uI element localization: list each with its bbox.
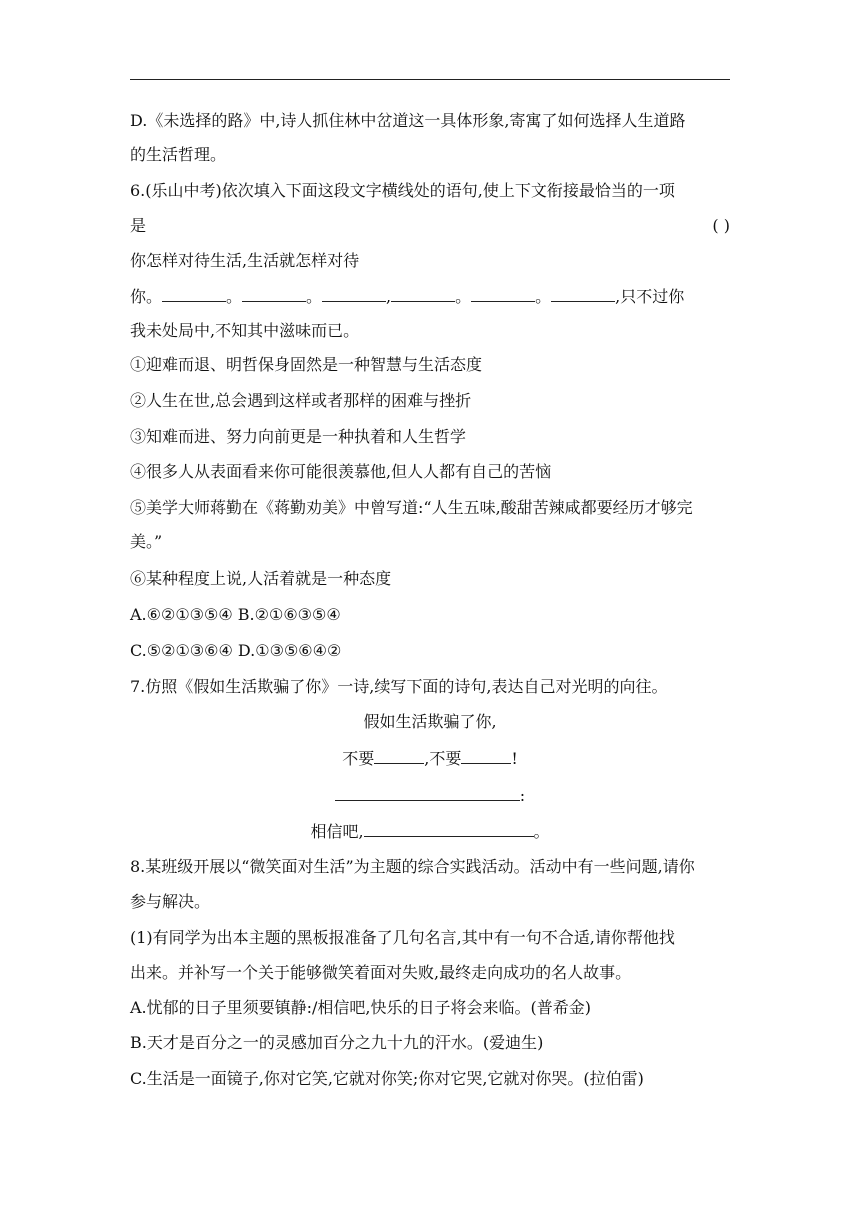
passage-sep-2: 。: [306, 287, 323, 306]
poem-line-1: 假如生活欺骗了你,: [363, 712, 497, 731]
passage-sep-1: 。: [226, 287, 243, 306]
poem-line-2: [130, 748, 730, 769]
passage-sep-5: 。: [535, 287, 552, 306]
fill-blank-6[interactable]: [551, 286, 615, 302]
poem-line-4-b: 。: [533, 822, 550, 841]
sentence-5: ⑤美学大师蒋勤在《蒋勤劝美》中曾写道:“人生五味,酸甜苦辣咸都要经历才够完: [130, 498, 693, 517]
sentence-5-cont: 美。”: [130, 532, 163, 551]
quote-a: A.忧郁的日子里须要镇静:/相信吧,快乐的日子将会来临。(普希金): [130, 998, 591, 1017]
header-rule: [130, 79, 730, 80]
poem-line-2-b: ,不要: [424, 749, 462, 768]
poem-line-2-c: !: [511, 749, 518, 768]
question-6-stem: 6.(乐山中考)依次填入下面这段文字横线处的语句,使上下文衔接最恰当的一项: [130, 181, 675, 200]
poem-blank-2[interactable]: [461, 748, 511, 764]
question-6-stem-end: [130, 216, 730, 236]
passage-sep-4: 。: [455, 287, 472, 306]
fill-blank-2[interactable]: [242, 286, 306, 302]
sentence-4: ④很多人从表面看来你可能很羡慕他,但人人都有自己的苦恼: [130, 462, 552, 481]
poem-line-4-a: 相信吧,: [310, 822, 364, 841]
sentence-1: ①迎难而退、明哲保身固然是一种智慧与生活态度: [130, 355, 483, 374]
sentence-3: ③知难而进、努力向前更是一种执着和人生哲学: [130, 427, 467, 446]
sentence-2: ②人生在世,总会遇到这样或者那样的困难与挫折: [130, 391, 472, 410]
question-6-stem-tail: 是: [130, 216, 147, 235]
question-8-1-stem: (1)有同学为出本主题的黑板报准备了几句名言,其中有一句不合适,请你帮他找: [130, 928, 675, 947]
quote-b: B.天才是百分之一的灵感加百分之九十九的汗水。(爱迪生): [130, 1033, 544, 1052]
fill-blank-4[interactable]: [391, 286, 455, 302]
passage-line-2: [130, 286, 730, 307]
option-d-line-2: 的生活哲理。: [130, 145, 227, 164]
poem-line-4: [130, 821, 730, 842]
fill-blank-3[interactable]: [322, 286, 386, 302]
poem-line-3: [130, 785, 730, 806]
passage-line-1: 你怎样对待生活,生活就怎样对待: [130, 251, 360, 270]
quote-c: C.生活是一面镜子,你对它笑,它就对你笑;你对它哭,它就对你哭。(拉伯雷): [130, 1069, 644, 1088]
choices-a-b: A.⑥②①③⑤④ B.②①⑥③⑤④: [130, 605, 341, 624]
poem-blank-3[interactable]: [335, 785, 520, 801]
question-8-stem-cont: 参与解决。: [130, 892, 211, 911]
poem-line-2-a: 不要: [342, 749, 375, 768]
passage-sep-3: ,: [386, 287, 392, 306]
fill-blank-5[interactable]: [471, 286, 535, 302]
passage-line-3: 我未处局中,不知其中滋味而已。: [130, 321, 360, 340]
choices-c-d: C.⑤②①③⑥④ D.①③⑤⑥④②: [130, 641, 342, 660]
poem-line-3-end: :: [519, 786, 526, 805]
poem-blank-1[interactable]: [374, 748, 424, 764]
answer-parentheses: ( ): [712, 216, 730, 235]
passage-start: 你。: [130, 287, 163, 306]
fill-blank-1[interactable]: [162, 286, 226, 302]
question-7-stem: 7.仿照《假如生活欺骗了你》一诗,续写下面的诗句,表达自己对光明的向往。: [130, 677, 668, 696]
sentence-6: ⑥某种程度上说,人活着就是一种态度: [130, 569, 392, 588]
poem-blank-4[interactable]: [364, 821, 534, 837]
passage-end: ,只不过你: [615, 287, 685, 306]
option-d-line-1: D.《未选择的路》中,诗人抓住林中岔道这一具体形象,寄寓了如何选择人生道路: [130, 111, 686, 130]
question-8-1-stem-cont: 出来。并补写一个关于能够微笑着面对失败,最终走向成功的名人故事。: [130, 963, 632, 982]
question-8-stem: 8.某班级开展以“微笑面对生活”为主题的综合实践活动。活动中有一些问题,请你: [130, 857, 695, 876]
